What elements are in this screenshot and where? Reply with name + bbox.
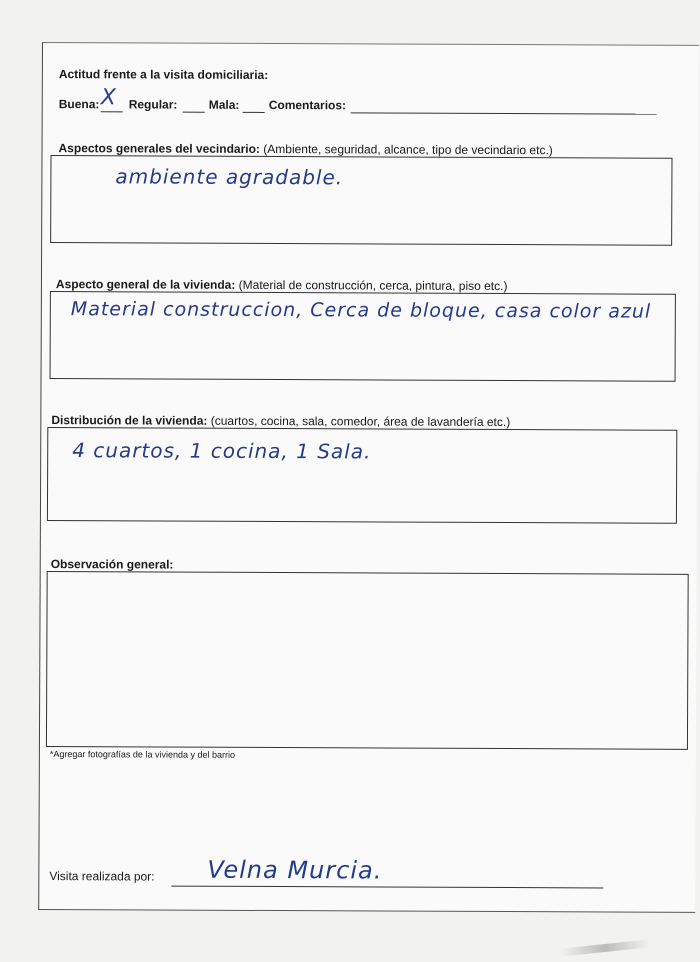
neighborhood-answer: ambiente agradable. — [115, 164, 344, 190]
buena-label: Buena: — [58, 97, 100, 112]
attitude-heading: Actitud frente a la visita domiciliaria: — [58, 67, 269, 82]
visit-signature-name: Velna Murcia. — [207, 855, 383, 885]
visit-signature-line[interactable] — [171, 886, 603, 889]
distribution-answer: 4 cuartos, 1 cocina, 1 Sala. — [72, 438, 372, 464]
housing-heading: Aspecto general de la vivienda: — [55, 277, 236, 292]
neighborhood-answer-box[interactable] — [50, 155, 672, 246]
housing-answer: Material construccion, Cerca de bloque, casa color azul — [70, 298, 652, 323]
comentarios-label: Comentarios: — [268, 97, 347, 113]
observation-answer-box[interactable] — [46, 571, 689, 750]
housing-hint: (Material de construcción, cerca, pintura, piso etc.) — [238, 277, 508, 294]
regular-blank[interactable] — [183, 112, 205, 113]
comentarios-field[interactable] — [351, 112, 657, 114]
neighborhood-heading: Aspectos generales del vecindario: — [58, 141, 260, 156]
neighborhood-hint: (Ambiente, seguridad, alcance, tipo de vecindario etc.) — [263, 141, 553, 158]
distribution-answer-box[interactable] — [47, 427, 677, 524]
buena-blank[interactable] — [101, 111, 123, 112]
housing-answer-box[interactable] — [50, 291, 676, 382]
observation-heading: Observación general: — [50, 557, 174, 572]
regular-label: Regular: — [128, 97, 178, 112]
distribution-heading: Distribución de la vivienda: — [51, 413, 208, 428]
mala-label: Mala: — [208, 97, 240, 112]
buena-check-mark[interactable]: X — [100, 85, 116, 111]
photo-footnote: *Agregar fotografías de la vivienda y del barrio — [49, 749, 236, 760]
mala-blank[interactable] — [243, 112, 265, 113]
distribution-hint: (cuartos, cocina, sala, comedor, área de lavandería etc.) — [210, 413, 511, 430]
scan-smudge — [560, 939, 650, 956]
visit-label: Visita realizada por: — [49, 869, 155, 884]
form-sheet — [38, 42, 699, 913]
